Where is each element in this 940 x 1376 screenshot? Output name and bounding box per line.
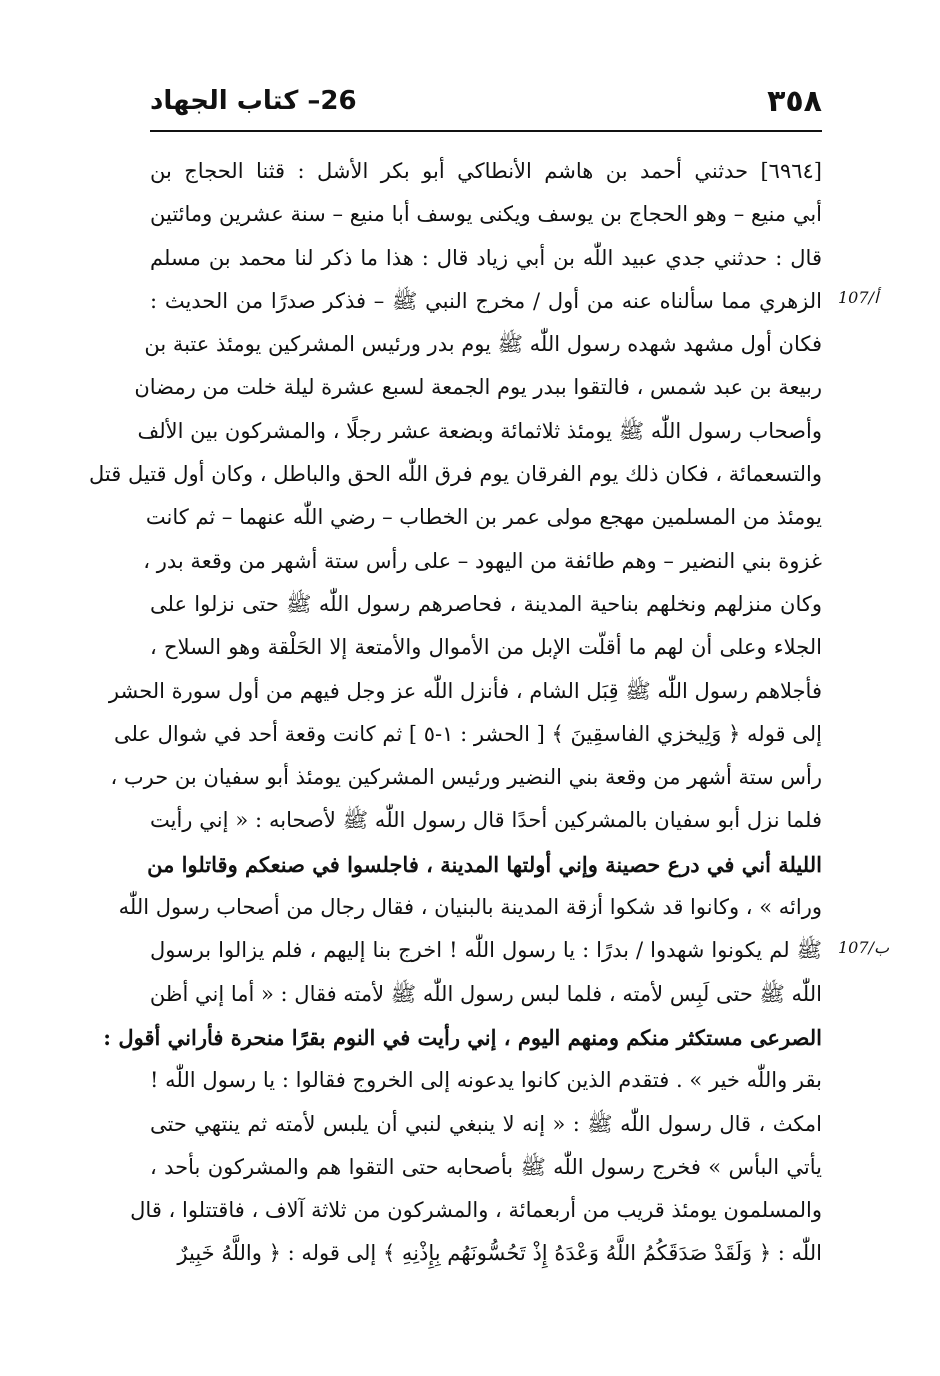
text-line: امكث ، قال رسول اللّٰه ﷺ : « إنه لا ينبغي لنبي أن يلبس لأمته ثم ينتهي حتى — [150, 1111, 822, 1136]
text-line: إلى قوله ﴿ وَلِيخزي الفاسقِينَ ﴾ [ الحشر : ١-٥ ] ثم كانت وقعة أحد في شوال على — [113, 721, 822, 746]
main-text-block — [89, 150, 823, 1276]
text-line: يومئذ من المسلمين مهجع مولى عمر بن الخطاب – رضي اللّٰه عنهما – ثم كانت — [145, 505, 822, 530]
text-line: يأتي البأس » فخرج رسول اللّٰه ﷺ بأصحابه حتى التقوا هم والمشركون بأحد ، — [150, 1154, 822, 1179]
header-divider — [150, 130, 822, 132]
text-line: غزوة بني النضير – وهم طائفة من اليهود – على رأس ستة أشهر من وقعة بدر ، — [143, 548, 822, 573]
page-header — [150, 80, 822, 130]
text-line-hadith-quote: الليلة أني في درع حصينة وإني أولتها المدينة ، فاجلسوا في صنعكم وقاتلوا من — [147, 851, 822, 877]
text-line: [٦٩٦٤] حدثني أحمد بن هاشم الأنطاكي أبو بكر الأشل : قثنا الحجاج بن — [150, 159, 822, 183]
text-line: بقر واللّٰه خير » . فتقدم الذين كانوا يدعونه إلى الخروج فقالوا : يا رسول اللّٰه ! — [150, 1068, 822, 1093]
text-line: ورائه » ، وكانوا قد شكوا أزقة المدينة بالبنيان ، فقال رجال من أصحاب رسول اللّٰه — [118, 895, 822, 920]
page-number: ٣٥٨ — [767, 84, 822, 119]
margin-folio-note-a: 107/أ — [838, 288, 879, 307]
text-line: وأصحاب رسول اللّٰه ﷺ يومئذ ثلاثمائة وبضعة عشر رجلًا ، والمشركون بين الألف — [137, 418, 822, 443]
text-line: الزهري مما سألناه عنه من أول / مخرج النبي ﷺ – فذكر صدرًا من الحديث : — [150, 288, 823, 313]
text-line: أبي منيع – وهو الحجاج بن يوسف ويكنى يوسف أبا منيع – سنة عشرين ومائتين — [150, 202, 822, 227]
text-line: اللّٰه ﷺ حتى لَبِس لأمته ، فلما لبس رسول اللّٰه ﷺ لأمته فقال : « أما إني أظن — [149, 981, 822, 1006]
text-line-quran-verse: اللّٰه : ﴿ وَلَقَدْ صَدَقَكُمُ اللَّهُ وَعْدَهُ إِذْ تَحُسُّونَهُم بِإِذْنِهِ ﴾ إلى قوله : ﴿ واللَّهُ خَبِيرٌ — [177, 1241, 822, 1266]
text-line: ربيعة بن عبد شمس ، فالتقوا ببدر يوم الجمعة لسبع عشرة ليلة خلت من رمضان — [134, 375, 822, 400]
text-line: ﷺ لم يكونوا شهدوا / بدرًا : يا رسول اللّٰه ! اخرج بنا إليهم ، فلم يزالوا برسول — [150, 938, 822, 963]
text-line: الجلاء وعلى أن لهم ما أقلّت الإبل من الأموال والأمتعة إلا الحَلْقة وهو السلاح ، — [150, 635, 822, 660]
margin-folio-note-b: 107/ب — [838, 938, 889, 957]
text-line: والمسلمون يومئذ قريب من أربعمائة ، والمشركون من ثلاثة آلاف ، فاقتتلوا ، قال — [130, 1198, 822, 1223]
text-line: فلما نزل أبو سفيان بالمشركين أحدًا قال رسول اللّٰه ﷺ لأصحابه : « إني رأيت — [150, 808, 822, 833]
text-line-hadith-quote: الصرعى مستكثر منكم ومنهم اليوم ، إني رأيت في النوم بقرًا منحرة فأراني أقول : — [103, 1024, 822, 1050]
text-line: والتسعمائة ، فكان ذلك يوم الفرقان يوم فرق اللّٰه الحق والباطل ، وكان أول قتيل قتل — [89, 462, 822, 487]
chapter-title: 26– كتاب الجهاد — [150, 86, 357, 116]
text-line: فكان أول مشهد شهده رسول اللّٰه ﷺ يوم بدر ورئيس المشركين يومئذ عتبة بن — [144, 332, 822, 357]
text-line: قال : حدثني جدي عبيد اللّٰه بن أبي زياد قال : هذا ما ذكر لنا محمد بن مسلم — [150, 245, 822, 270]
text-line: رأس ستة أشهر من وقعة بني النضير ورئيس المشركين يومئذ أبو سفيان بن حرب ، — [110, 765, 822, 790]
text-line: وكان منزلهم ونخلهم بناحية المدينة ، فحاصرهم رسول اللّٰه ﷺ حتى نزلوا على — [150, 591, 822, 616]
text-line: فأجلاهم رسول اللّٰه ﷺ قِبَل الشام ، فأنزل اللّٰه عز وجل فيهم من أول سورة الحشر — [108, 678, 822, 703]
